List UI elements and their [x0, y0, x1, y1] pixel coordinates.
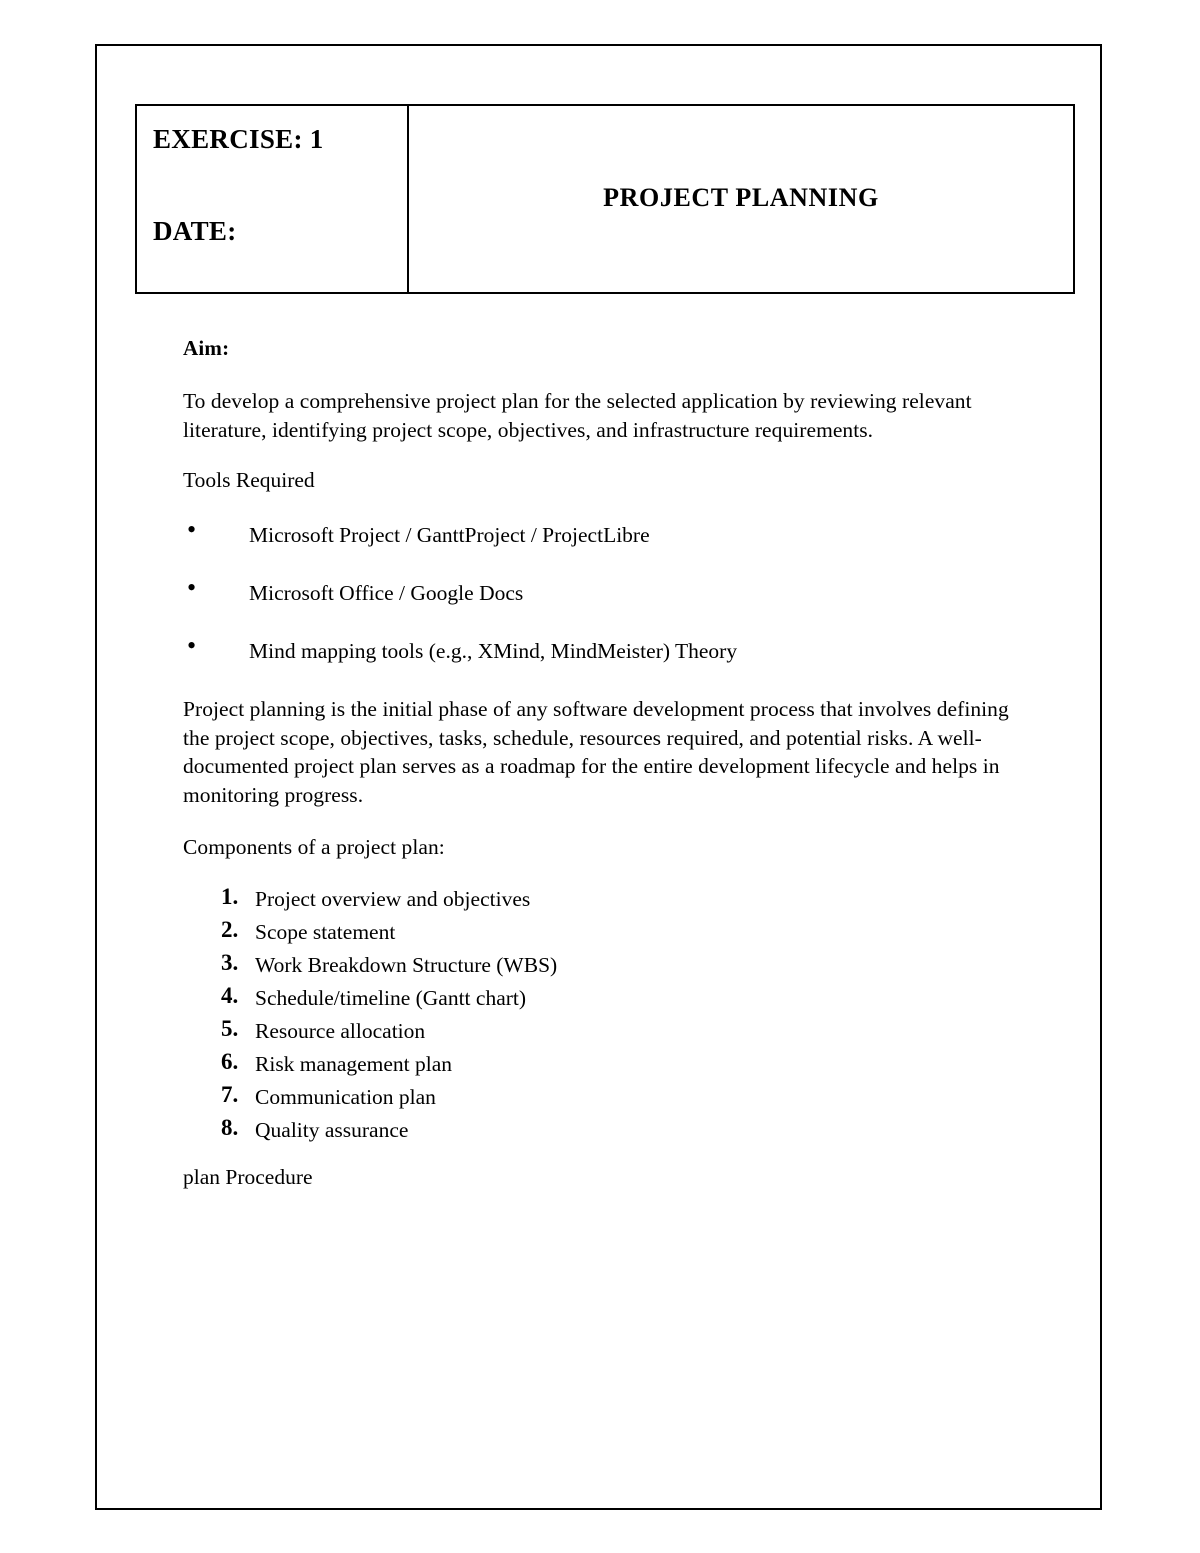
component-label: Scope statement — [255, 919, 396, 944]
component-label: Schedule/timeline (Gantt chart) — [255, 985, 527, 1010]
components-list — [183, 883, 1063, 1143]
tool-item-label: Mind mapping tools (e.g., XMind, MindMeister) Theory — [249, 639, 738, 663]
list-number: 1. — [221, 883, 239, 909]
component-label: Resource allocation — [255, 1018, 426, 1043]
header-left-cell — [137, 106, 409, 292]
tools-required-heading: Tools Required — [183, 468, 315, 492]
list-number: 8. — [221, 1114, 239, 1140]
components-heading: Components of a project plan: — [183, 835, 445, 859]
exercise-label: EXERCISE: 1 — [153, 124, 324, 154]
list-item — [183, 637, 1063, 665]
list-number: 3. — [221, 949, 239, 975]
plan-procedure-text: plan Procedure — [183, 1164, 313, 1189]
list-item — [183, 1048, 1063, 1077]
header-table — [135, 104, 1075, 294]
list-item — [183, 883, 1063, 912]
list-number: 6. — [221, 1048, 239, 1074]
component-label: Risk management plan — [255, 1051, 453, 1076]
theory-paragraph: Project planning is the initial phase of any software development process that involves defining the project scope, objectives, tasks, schedule, resources required, and potential risks. A well- documented project plan serves as a roadmap for the entire development lifecycle and helps in monitoring progress. — [183, 697, 1009, 807]
list-item — [183, 916, 1063, 945]
document-page — [95, 44, 1102, 1510]
list-number: 7. — [221, 1081, 239, 1107]
document-body — [183, 336, 1063, 1190]
component-label: Quality assurance — [255, 1117, 409, 1142]
list-number: 2. — [221, 916, 239, 942]
header-right-cell — [409, 106, 1073, 292]
list-item — [183, 1081, 1063, 1110]
tool-item-label: Microsoft Office / Google Docs — [249, 581, 524, 605]
tool-item-label: Microsoft Project / GanttProject / ProjectLibre — [249, 523, 650, 547]
list-item — [183, 949, 1063, 978]
list-number: 4. — [221, 982, 239, 1008]
list-number: 5. — [221, 1015, 239, 1041]
list-item — [183, 521, 1063, 549]
aim-heading: Aim: — [183, 336, 230, 360]
list-item — [183, 1114, 1063, 1143]
tools-list — [183, 521, 1063, 665]
component-label: Work Breakdown Structure (WBS) — [255, 952, 558, 977]
list-item — [183, 982, 1063, 1011]
date-label: DATE: — [153, 216, 237, 246]
component-label: Project overview and objectives — [255, 886, 531, 911]
list-item — [183, 1015, 1063, 1044]
list-item — [183, 579, 1063, 607]
aim-text: To develop a comprehensive project plan for the selected application by reviewing relevant literature, identifying project scope, objectives, and infrastructure requirements. — [183, 389, 972, 442]
page-title: PROJECT PLANNING — [603, 183, 879, 212]
component-label: Communication plan — [255, 1084, 436, 1109]
